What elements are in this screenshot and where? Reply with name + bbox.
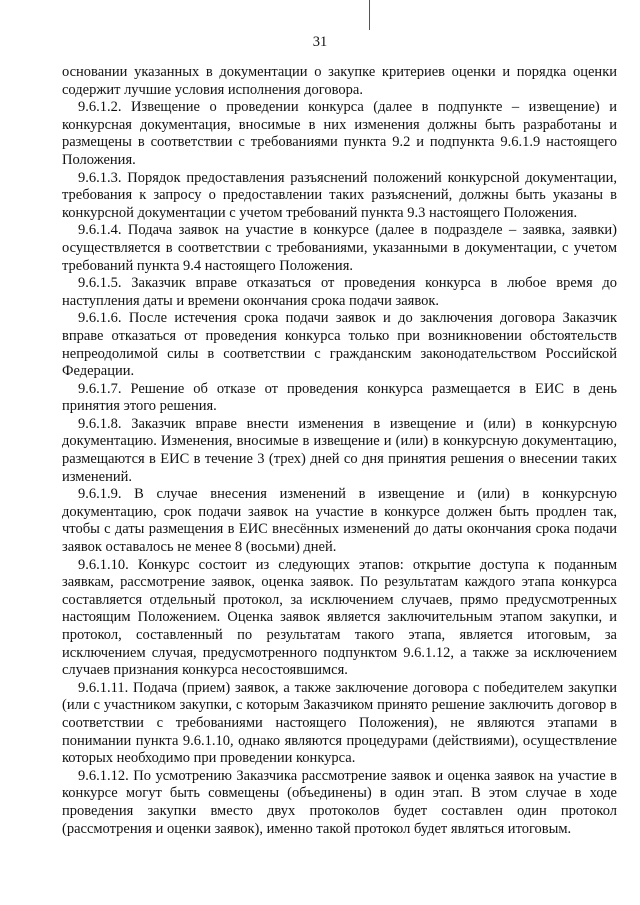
clause-9-6-1-9: 9.6.1.9. В случае внесения изменений в извещение и (или) в конкурсную документацию, срок подачи заявок на участие в конкурсе должен быть продлен так, чтобы с даты размещения в ЕИС внесённых изменений до даты окончания срока подачи заявок оставалось не менее 8 (восьми) дней. (62, 486, 617, 556)
clause-9-6-1-3: 9.6.1.3. Порядок предоставления разъяснений положений конкурсной документации, требования к запросу о предоставлении таких разъяснений, должны быть указаны в конкурсной документации с учетом требований пункта 9.3 настоящего Положения. (62, 169, 617, 221)
clause-9-6-1-7: 9.6.1.7. Решение об отказе от проведения конкурса размещается в ЕИС в день принятия этого решения. (62, 380, 617, 415)
crop-mark-line (369, 0, 370, 30)
page-number: 31 (312, 34, 328, 50)
clause-9-6-1-10: 9.6.1.10. Конкурс состоит из следующих этапов: открытие доступа к поданным заявкам, рассмотрение заявок, оценка заявок. По результатам каждого этапа конкурса составляется отдельный протокол, за исключением случаев, прямо предусмотренных настоящим Положением. Оценка заявок является заключительным этапом закупки, и протокол, составленный по результатам такого этапа, является итоговым, за исключением случая, предусмотренного подпунктом 9.6.1.12, а также за исключением случаев признания конкурса несостоявшимся. (62, 556, 617, 679)
document-body (62, 64, 617, 838)
clause-9-6-1-4: 9.6.1.4. Подача заявок на участие в конкурсе (далее в подразделе – заявка, заявки) осуществляется в соответствии с требованиями, указанными в документации, с учетом требований пункта 9.4 настоящего Положения. (62, 222, 617, 274)
clause-9-6-1-8: 9.6.1.8. Заказчик вправе внести изменения в извещение и (или) в конкурсную документацию. Изменения, вносимые в извещение и (или) в конкурсную документацию, размещаются в ЕИС в течение 3 (трех) дней со дня принятия решения о внесении таких изменений. (62, 415, 617, 485)
paragraph-continuation: основании указанных в документации о закупке критериев оценки и порядка оценки содержит лучшие условия исполнения договора. (62, 64, 617, 98)
clause-9-6-1-12: 9.6.1.12. По усмотрению Заказчика рассмотрение заявок и оценка заявок на участие в конкурсе могут быть совмещены (объединены) в один этап. В этом случае в ходе проведения закупки вместо двух протоколов будет составлен один протокол (рассмотрения и оценки заявок), именно такой протокол будет являться итоговым. (62, 767, 617, 837)
clause-9-6-1-11: 9.6.1.11. Подача (прием) заявок, а также заключение договора с победителем закупки (или с участником закупки, с которым Заказчиком принято решение заключить договор в соответствии с требованиями настоящего Положения), не являются этапами в понимании пункта 9.6.1.10, однако являются процедурами (действиями), осуществление которых необходимо при проведении конкурса. (62, 679, 617, 767)
clause-9-6-1-6: 9.6.1.6. После истечения срока подачи заявок и до заключения договора Заказчик вправе отказаться от проведения конкурса только при возникновении обстоятельств непреодолимой силы в соответствии с гражданским законодательством Российской Федерации. (62, 310, 617, 380)
clause-9-6-1-2: 9.6.1.2. Извещение о проведении конкурса (далее в подпункте – извещение) и конкурсная документация, вносимые в них изменения должны быть разработаны и размещены в соответствии с требованиями пункта 9.2 и подпункта 9.6.1.9 настоящего Положения. (62, 99, 617, 168)
clause-9-6-1-5: 9.6.1.5. Заказчик вправе отказаться от проведения конкурса в любое время до наступления даты и времени окончания срока подачи заявок. (62, 275, 617, 309)
